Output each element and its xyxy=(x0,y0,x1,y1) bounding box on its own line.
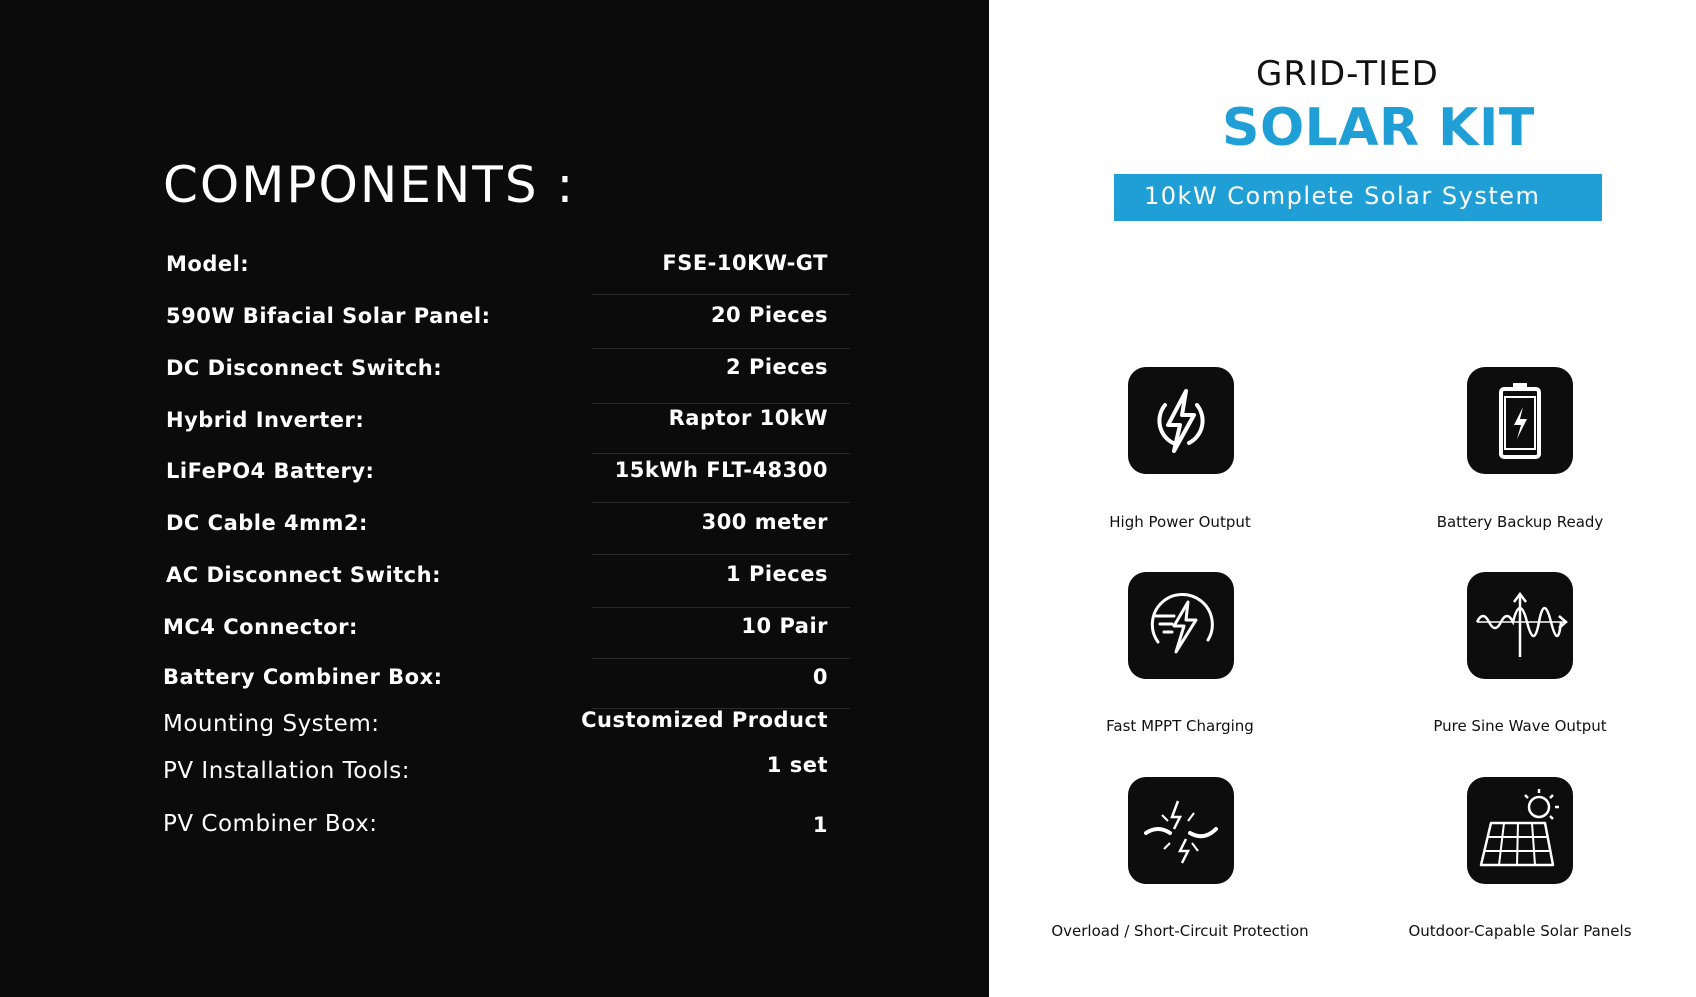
feature-tile-solar-panel xyxy=(1467,777,1573,884)
feature-tile-fast-charging xyxy=(1128,572,1234,679)
spec-value-ac-disconnect: 1 Pieces xyxy=(726,562,828,586)
spec-label-battery: LiFePO4 Battery: xyxy=(166,459,375,483)
header-line-2: SOLAR KIT xyxy=(1222,98,1535,158)
spec-value-solar-panel: 20 Pieces xyxy=(710,303,828,327)
spec-value-mc4: 10 Pair xyxy=(741,614,828,638)
subtitle-text: 10kW Complete Solar System xyxy=(1144,182,1541,210)
spec-label-dc-cable: DC Cable 4mm2: xyxy=(166,511,368,535)
battery-icon xyxy=(1467,367,1573,474)
spec-value-dc-cable: 300 meter xyxy=(701,510,828,534)
spec-label-battery-combiner: Battery Combiner Box: xyxy=(163,665,443,689)
feature-caption-sine-wave: Pure Sine Wave Output xyxy=(1433,717,1607,735)
components-title: COMPONENTS : xyxy=(163,156,576,214)
spec-value-model: FSE-10KW-GT xyxy=(662,251,828,275)
spec-label-mc4: MC4 Connector: xyxy=(163,615,358,639)
spec-value-pv-combiner: 1 xyxy=(812,813,828,837)
spec-label-install-tools: PV Installation Tools: xyxy=(163,758,411,784)
spec-label-pv-combiner: PV Combiner Box: xyxy=(163,811,378,837)
spec-value-battery-combiner: 0 xyxy=(812,665,828,689)
feature-tile-sine-wave xyxy=(1467,572,1573,679)
feature-caption-solar-panel: Outdoor-Capable Solar Panels xyxy=(1408,922,1632,940)
spec-label-dc-disconnect: DC Disconnect Switch: xyxy=(166,356,443,380)
spec-values-column xyxy=(560,0,828,997)
lightning-power-icon xyxy=(1128,367,1234,474)
feature-caption-short-circuit: Overload / Short-Circuit Protection xyxy=(1051,922,1309,940)
feature-caption-battery: Battery Backup Ready xyxy=(1436,513,1604,531)
spec-label-mounting: Mounting System: xyxy=(163,711,380,737)
fast-charging-icon xyxy=(1128,572,1234,679)
feature-tile-high-power xyxy=(1128,367,1234,474)
spec-label-ac-disconnect: AC Disconnect Switch: xyxy=(166,563,441,587)
spec-value-battery: 15kWh FLT-48300 xyxy=(614,458,828,482)
spec-value-mounting: Customized Product xyxy=(581,708,828,732)
spec-label-solar-panel: 590W Bifacial Solar Panel: xyxy=(166,304,491,328)
feature-tile-short-circuit xyxy=(1128,777,1234,884)
feature-tile-battery xyxy=(1467,367,1573,474)
feature-caption-fast-charging: Fast MPPT Charging xyxy=(1106,717,1254,735)
spec-label-inverter: Hybrid Inverter: xyxy=(166,408,365,432)
solar-panel-sun-icon xyxy=(1467,777,1573,884)
spec-value-install-tools: 1 set xyxy=(766,753,828,777)
spec-value-dc-disconnect: 2 Pieces xyxy=(726,355,828,379)
sine-wave-icon xyxy=(1467,572,1573,679)
spec-label-model: Model: xyxy=(166,252,250,276)
feature-caption-high-power: High Power Output xyxy=(1109,513,1251,531)
short-circuit-icon xyxy=(1128,777,1234,884)
spec-value-inverter: Raptor 10kW xyxy=(668,406,828,430)
header-line-1: GRID-TIED xyxy=(1256,54,1439,94)
